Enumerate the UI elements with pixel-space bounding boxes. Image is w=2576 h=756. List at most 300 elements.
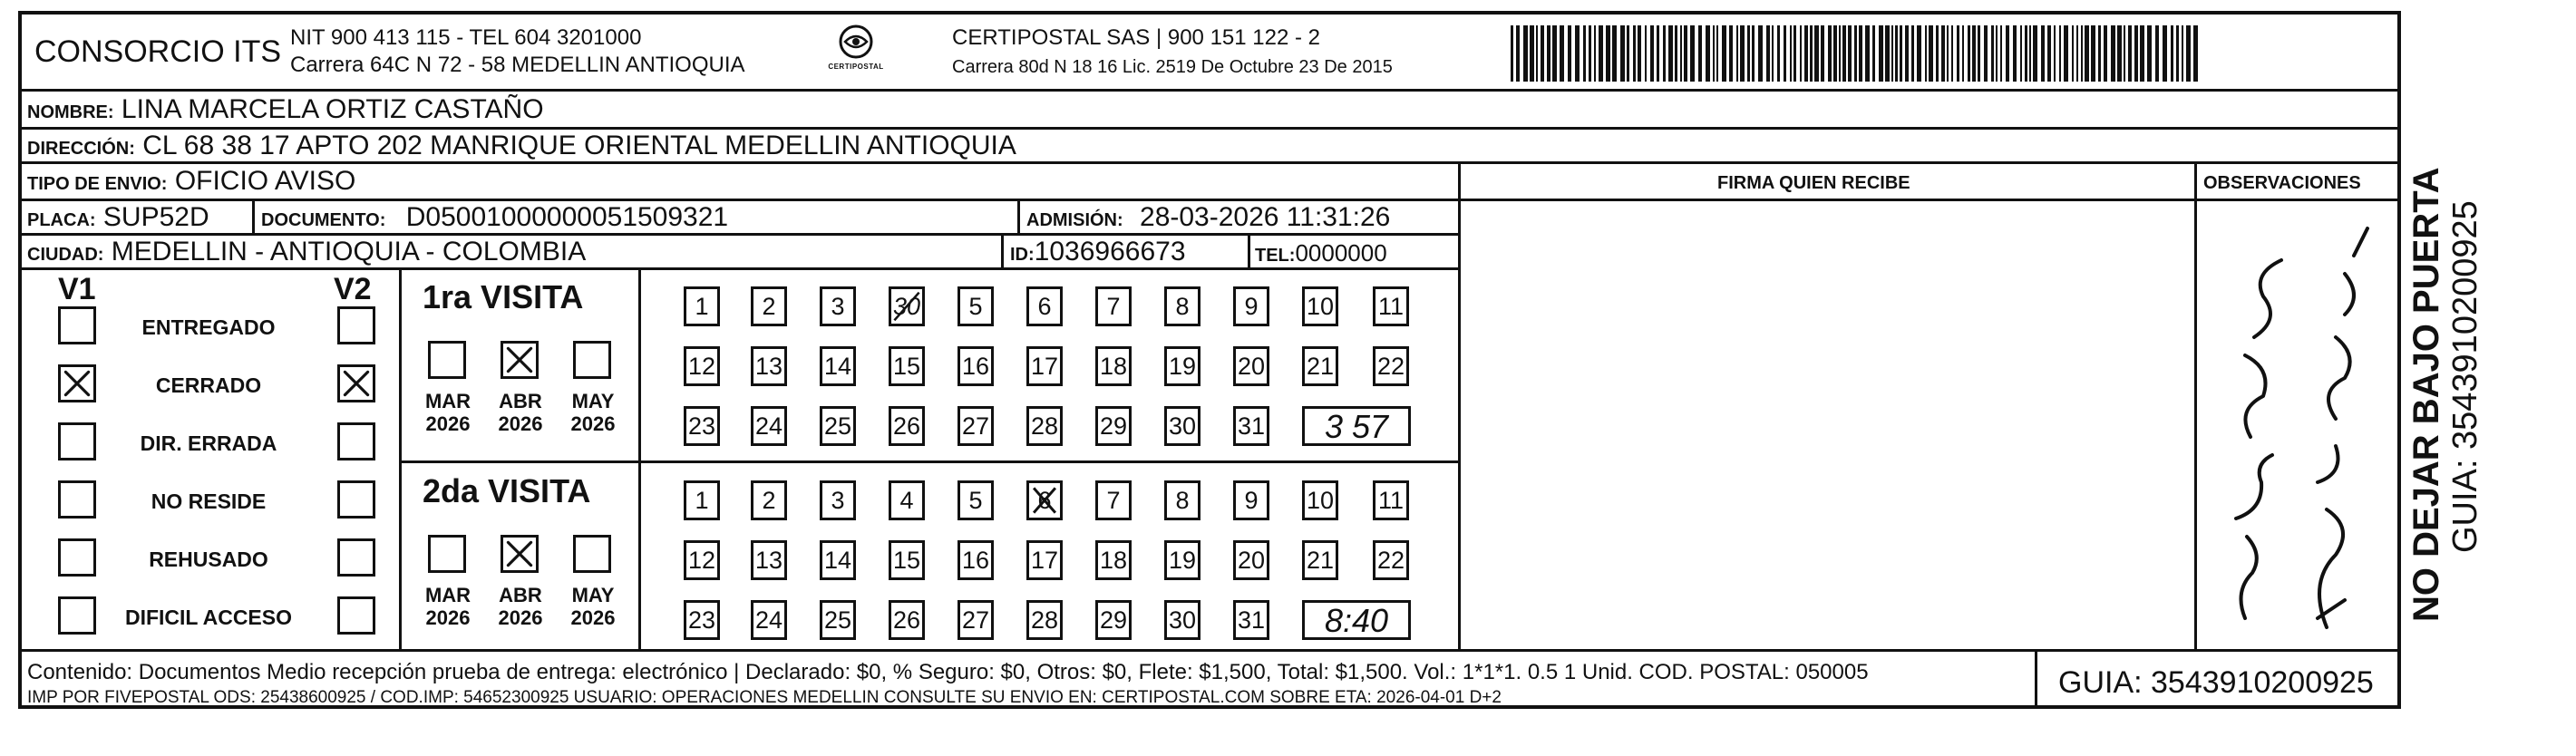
barcode-bar [1968, 25, 1970, 82]
barcode-bar [2186, 25, 2191, 82]
divider [18, 161, 2401, 164]
month-label [566, 584, 620, 630]
barcode-bar [1804, 25, 1808, 82]
day-number: 23 [687, 606, 716, 634]
divider [638, 267, 641, 651]
day-box[interactable] [1026, 480, 1063, 520]
day-number: 6 [1037, 486, 1052, 514]
barcode-bar [1911, 25, 1914, 82]
v2-checkbox[interactable] [337, 480, 375, 519]
day-box[interactable] [1095, 480, 1132, 520]
firma-label: FIRMA QUIEN RECIBE [1717, 173, 1910, 193]
day-number: 25 [823, 412, 852, 440]
barcode-bar [1511, 25, 1513, 82]
barcode-bar [1865, 25, 1870, 82]
month-year: 2026 [498, 412, 543, 436]
divider [399, 460, 1460, 463]
month-label [566, 390, 620, 436]
barcode-bar [1722, 25, 1726, 82]
day-box[interactable] [1233, 540, 1269, 580]
month-name: MAR [424, 390, 471, 412]
company-address: Carrera 64C N 72 - 58 MEDELLIN ANTIOQUIA [290, 53, 745, 77]
day-number: 16 [961, 546, 990, 574]
x-mark-icon [340, 367, 373, 400]
barcode-bar [1516, 25, 1520, 82]
day-number: 19 [1168, 546, 1197, 574]
month-year: 2026 [425, 412, 471, 436]
day-box[interactable] [1095, 540, 1132, 580]
day-box[interactable] [1302, 346, 1338, 386]
day-box[interactable] [1164, 600, 1201, 640]
documento-value: D05001000000051509321 [405, 202, 729, 232]
day-box[interactable] [1026, 600, 1063, 640]
day-box[interactable] [889, 406, 925, 446]
month-year: 2026 [570, 606, 616, 630]
barcode-bar [2072, 25, 2074, 82]
barcode-bar [1828, 25, 1832, 82]
day-box[interactable] [1302, 540, 1338, 580]
barcode-bar [2140, 25, 2144, 82]
barcode-bar [1772, 25, 1774, 82]
day-box[interactable] [820, 540, 856, 580]
barcode-bar [1568, 25, 1571, 82]
barcode-bar [1729, 25, 1733, 82]
barcode-bar [1627, 25, 1629, 82]
carrier-line: CERTIPOSTAL SAS | 900 151 122 - 2 [952, 25, 1320, 50]
barcode-bar [1972, 25, 1976, 82]
barcode-bar [2076, 25, 2078, 82]
day-box[interactable] [1233, 286, 1269, 326]
barcode-bar [2054, 25, 2056, 82]
barcode-bar [1833, 25, 1837, 82]
day-number: 24 [754, 606, 783, 634]
day-number: 22 [1376, 352, 1405, 380]
day-box[interactable] [1373, 480, 1409, 520]
day-number: 25 [823, 606, 852, 634]
tel-label: TEL: [1255, 246, 1296, 266]
divider [399, 267, 402, 651]
day-box[interactable] [751, 600, 787, 640]
side-guia: GUIA: 3543910200925 [2446, 200, 2484, 553]
v2-label: V2 [334, 272, 372, 306]
day-box[interactable] [820, 600, 856, 640]
barcode-bar [1675, 25, 1677, 82]
day-number: 15 [892, 352, 921, 380]
day-box[interactable] [889, 600, 925, 640]
status-label: CERRADO [155, 373, 262, 397]
direccion-row [27, 132, 1016, 160]
barcode-bar [1541, 25, 1544, 82]
day-number: 13 [754, 546, 783, 574]
day-box[interactable] [751, 540, 787, 580]
barcode-bar [1594, 25, 1596, 82]
month-year: 2026 [498, 606, 543, 630]
day-number: 26 [892, 606, 921, 634]
day-box[interactable] [1026, 286, 1063, 326]
barcode-bar [2006, 25, 2009, 82]
barcode-bar [1810, 25, 1813, 82]
barcode-bar [1698, 25, 1702, 82]
day-number: 8 [1175, 486, 1190, 514]
day-box[interactable] [1026, 540, 1063, 580]
barcode-bar [1589, 25, 1591, 82]
nombre-label: NOMBRE: [27, 102, 114, 122]
day-number: 27 [961, 412, 990, 440]
day-box[interactable] [1164, 346, 1201, 386]
barcode-bar [1766, 25, 1770, 82]
tipo-envio-label: TIPO DE ENVIO: [27, 174, 168, 194]
v2-checkbox[interactable] [337, 422, 375, 460]
barcode-bar [1680, 25, 1682, 82]
month-checkbox[interactable] [573, 341, 611, 379]
tipo-envio-row [27, 168, 355, 195]
day-box[interactable] [751, 286, 787, 326]
barcode-bar [2013, 25, 2017, 82]
visit-title: 1ra VISITA [423, 278, 584, 315]
barcode-bar [2081, 25, 2083, 82]
day-box[interactable] [1095, 600, 1132, 640]
day-number: 7 [1106, 292, 1121, 320]
day-number: 10 [1306, 486, 1335, 514]
barcode-bar [2176, 25, 2179, 82]
barcode-bar [1962, 25, 1964, 82]
barcode-bar [1790, 25, 1792, 82]
divider [18, 89, 2401, 92]
barcode-bar [1684, 25, 1687, 82]
day-box[interactable] [889, 540, 925, 580]
status-label: DIR. ERRADA [140, 431, 277, 455]
x-mark-icon [503, 344, 536, 376]
barcode-bar [1895, 25, 1898, 82]
day-number: 16 [961, 352, 990, 380]
day-box[interactable] [889, 346, 925, 386]
day-number: 21 [1306, 546, 1335, 574]
barcode-bar [1885, 25, 1890, 82]
day-number: 28 [1030, 412, 1059, 440]
barcode-bar [1713, 25, 1715, 82]
day-box[interactable] [957, 346, 994, 386]
day-number: 28 [1030, 606, 1059, 634]
barcode-bar [2047, 25, 2051, 82]
divider [18, 127, 2401, 130]
barcode-bar [1740, 25, 1745, 82]
day-box[interactable] [1164, 286, 1201, 326]
day-box[interactable] [957, 406, 994, 446]
month-year: 2026 [425, 606, 471, 630]
barcode-bar [1947, 25, 1949, 82]
barcode-bar [1552, 25, 1557, 82]
day-number: 1 [695, 486, 709, 514]
v2-checkbox[interactable] [337, 364, 375, 402]
day-number: 12 [687, 352, 716, 380]
month-name: MAY [571, 390, 615, 412]
barcode-bar [1905, 25, 1909, 82]
barcode-bar [1633, 25, 1636, 82]
day-number: 29 [1099, 412, 1128, 440]
day-box[interactable] [820, 406, 856, 446]
day-box[interactable] [751, 406, 787, 446]
barcode-bar [1575, 25, 1580, 82]
barcode-bar [2147, 25, 2152, 82]
barcode-bar [1854, 25, 1857, 82]
barcode-bar [1996, 25, 1998, 82]
barcode-bar [2041, 25, 2045, 82]
day-number: 5 [968, 292, 983, 320]
barcode-bar [1716, 25, 1718, 82]
barcode-bar [1929, 25, 1933, 82]
day-box[interactable] [684, 346, 720, 386]
day-box[interactable] [1302, 286, 1338, 326]
divider [1001, 233, 1004, 267]
barcode-bar [1547, 25, 1550, 82]
day-number: 17 [1030, 546, 1059, 574]
visit-time-box[interactable]: 8:40 [1302, 600, 1411, 640]
day-number: 21 [1306, 352, 1335, 380]
day-number: 18 [1099, 352, 1128, 380]
carrier-address: Carrera 80d N 18 16 Lic. 2519 De Octubre 23 De 2015 [952, 57, 1393, 77]
status-label: NO RESIDE [151, 489, 267, 513]
barcode-bar [1917, 25, 1921, 82]
day-box[interactable] [1164, 540, 1201, 580]
footer-guia: GUIA: 3543910200925 [2058, 665, 2374, 700]
day-number: 14 [823, 352, 852, 380]
barcode-bar [1599, 25, 1603, 82]
day-box[interactable] [1026, 406, 1063, 446]
month-name: MAR [424, 584, 471, 606]
barcode-bar [2098, 25, 2101, 82]
day-box[interactable] [751, 346, 787, 386]
divider [2035, 649, 2037, 709]
day-box[interactable] [684, 480, 720, 520]
month-checkbox[interactable] [501, 341, 539, 379]
tipo-envio-value: OFICIO AVISO [174, 166, 356, 196]
day-number: 27 [961, 606, 990, 634]
month-label [493, 390, 548, 436]
barcode-bar [1978, 25, 1980, 82]
barcode-bar [2182, 25, 2183, 82]
day-box[interactable] [957, 600, 994, 640]
barcode-bar [1612, 25, 1617, 82]
day-box[interactable] [820, 286, 856, 326]
day-box[interactable] [1233, 480, 1269, 520]
month-name: ABR [499, 390, 542, 412]
status-label: REHUSADO [149, 548, 268, 571]
logo-icon [836, 24, 876, 60]
side-warning: NO DEJAR BAJO PUERTA [2406, 167, 2446, 622]
placa-value: SUP52D [102, 202, 209, 232]
day-box[interactable] [1373, 286, 1409, 326]
day-number: 13 [754, 352, 783, 380]
day-number: 31 [1237, 606, 1266, 634]
day-number: 20 [1237, 546, 1266, 574]
barcode-bar [1523, 25, 1528, 82]
barcode-bar [2124, 25, 2125, 82]
divider [18, 649, 2401, 652]
barcode-bar [2171, 25, 2173, 82]
barcode-bar [1690, 25, 1695, 82]
day-box[interactable] [1233, 406, 1269, 446]
v2-checkbox[interactable] [337, 538, 375, 577]
barcode-bar [2111, 25, 2115, 82]
day-number: 2 [762, 486, 776, 514]
ciudad-field [27, 238, 586, 266]
nombre-row [27, 96, 544, 123]
divider [1017, 199, 1020, 233]
barcode-bar [1536, 25, 1538, 82]
day-box[interactable] [1095, 346, 1132, 386]
day-box[interactable] [1026, 346, 1063, 386]
barcode-bar [1872, 25, 1875, 82]
divider [1460, 199, 2401, 201]
day-number: 7 [1106, 486, 1121, 514]
divider [1458, 161, 1461, 651]
month-year: 2026 [570, 412, 616, 436]
barcode-bar [2193, 25, 2198, 82]
v2-checkbox[interactable] [337, 596, 375, 635]
day-number: 26 [892, 412, 921, 440]
observaciones-label: OBSERVACIONES [2203, 173, 2361, 193]
barcode-bar [1848, 25, 1852, 82]
day-number: 10 [1306, 292, 1335, 320]
day-box[interactable] [889, 480, 925, 520]
barcode-bar [1925, 25, 1927, 82]
day-box[interactable] [1164, 406, 1201, 446]
barcode-bar [1583, 25, 1586, 82]
day-box[interactable] [751, 480, 787, 520]
divider [1248, 233, 1250, 267]
month-checkbox[interactable] [428, 341, 466, 379]
barcode-bar [1706, 25, 1710, 82]
divider [18, 267, 1460, 270]
barcode-bar [1606, 25, 1610, 82]
barcode-bar [2117, 25, 2122, 82]
day-number: 29 [1099, 606, 1128, 634]
day-box[interactable] [684, 406, 720, 446]
month-checkbox[interactable] [573, 535, 611, 573]
day-box[interactable] [1233, 600, 1269, 640]
day-box[interactable] [1095, 406, 1132, 446]
admision-label: ADMISIÓN: [1026, 210, 1123, 230]
barcode-bar [1752, 25, 1755, 82]
day-number: 15 [892, 546, 921, 574]
admision-value: 28-03-2026 11:31:26 [1140, 202, 1391, 232]
day-box[interactable] [1373, 346, 1409, 386]
status-label: ENTREGADO [141, 315, 276, 339]
tel-value: 0000000 [1295, 239, 1387, 267]
day-box[interactable] [684, 600, 720, 640]
barcode-bar [2128, 25, 2132, 82]
day-box[interactable] [1164, 480, 1201, 520]
month-checkbox[interactable] [501, 535, 539, 573]
day-box[interactable] [1233, 346, 1269, 386]
barcode [1509, 25, 2198, 82]
footer-line-2: IMP POR FIVEPOSTAL ODS: 25438600925 / COD.IMP: 54652300925 USUARIO: OPERACIONES MEDELLIN CONSULTE SU ENVIO EN: CERTIPOSTAL.COM SOBRE ETA: 2026-04-01 D+2 [27, 688, 1502, 707]
divider [18, 199, 1460, 201]
day-number: 2 [762, 292, 776, 320]
day-box[interactable] [684, 286, 720, 326]
day-box[interactable] [1095, 286, 1132, 326]
barcode-bar [1736, 25, 1738, 82]
v1-label: V1 [58, 272, 96, 306]
day-number: 9 [1244, 292, 1259, 320]
barcode-bar [1891, 25, 1893, 82]
day-number: 11 [1377, 486, 1405, 514]
brand-name: CONSORCIO ITS [34, 34, 282, 69]
day-box[interactable] [889, 286, 925, 326]
day-box[interactable] [820, 346, 856, 386]
day-box[interactable] [957, 480, 994, 520]
strike-mark-icon [891, 289, 922, 324]
barcode-bar [2134, 25, 2138, 82]
barcode-bar [1814, 25, 1819, 82]
direccion-value: CL 68 38 17 APTO 202 MANRIQUE ORIENTAL MEDELLIN ANTIOQUIA [142, 131, 1016, 160]
barcode-bar [1645, 25, 1647, 82]
day-number: 30 [1168, 606, 1197, 634]
day-box[interactable] [684, 540, 720, 580]
header [22, 15, 2397, 91]
barcode-bar [2064, 25, 2068, 82]
placa-field [27, 204, 209, 231]
barcode-bar [1530, 25, 1534, 82]
month-checkbox[interactable] [428, 535, 466, 573]
day-box[interactable] [1302, 480, 1338, 520]
barcode-bar [1842, 25, 1846, 82]
barcode-bar [1821, 25, 1824, 82]
nit-line: NIT 900 413 115 - TEL 604 3201000 [290, 25, 642, 50]
ciudad-value: MEDELLIN - ANTIOQUIA - COLOMBIA [111, 237, 587, 267]
day-number: 17 [1030, 352, 1059, 380]
barcode-bar [1900, 25, 1902, 82]
day-box[interactable] [957, 540, 994, 580]
barcode-bar [1638, 25, 1641, 82]
barcode-bar [1560, 25, 1564, 82]
divider [2194, 161, 2197, 651]
barcode-bar [2020, 25, 2022, 82]
nombre-value: LINA MARCELA ORTIZ CASTAÑO [121, 94, 544, 124]
day-box[interactable] [1373, 540, 1409, 580]
day-number: 3 [831, 292, 845, 320]
direccion-label: DIRECCIÓN: [27, 139, 135, 159]
barcode-bar [1941, 25, 1945, 82]
day-number: 12 [687, 546, 716, 574]
barcode-bar [1991, 25, 1994, 82]
barcode-bar [1620, 25, 1625, 82]
v2-checkbox[interactable] [337, 306, 375, 344]
day-number: 11 [1377, 292, 1405, 320]
barcode-bar [1957, 25, 1959, 82]
barcode-bar [1936, 25, 1939, 82]
barcode-bar [1879, 25, 1883, 82]
day-number: 18 [1099, 546, 1128, 574]
footer-line-1: Contenido: Documentos Medio recepción prueba de entrega: electrónico | Declarado: $0, % Seguro: $0, Otros: $0, Flete: $1,500, Total: $1,500. Vol.: 1*1*1. 0.5 1 Unid. COD. POSTAL: 050005 [27, 660, 1869, 684]
logo-text: CERTIPOSTAL [828, 63, 884, 71]
day-box[interactable] [957, 286, 994, 326]
id-label: ID: [1010, 245, 1035, 265]
month-label [421, 390, 475, 436]
month-label [493, 584, 548, 630]
day-number: 24 [754, 412, 783, 440]
day-number: 9 [1244, 486, 1259, 514]
day-number: 8 [1175, 292, 1190, 320]
visit-time-box[interactable]: 3 57 [1302, 406, 1411, 446]
barcode-bar [1663, 25, 1666, 82]
placa-label: PLACA: [27, 210, 96, 230]
day-box[interactable] [820, 480, 856, 520]
barcode-bar [2059, 25, 2061, 82]
barcode-bar [2155, 25, 2159, 82]
observaciones-handwriting [2209, 210, 2390, 636]
status-label: DIFICIL ACCESO [124, 606, 292, 629]
